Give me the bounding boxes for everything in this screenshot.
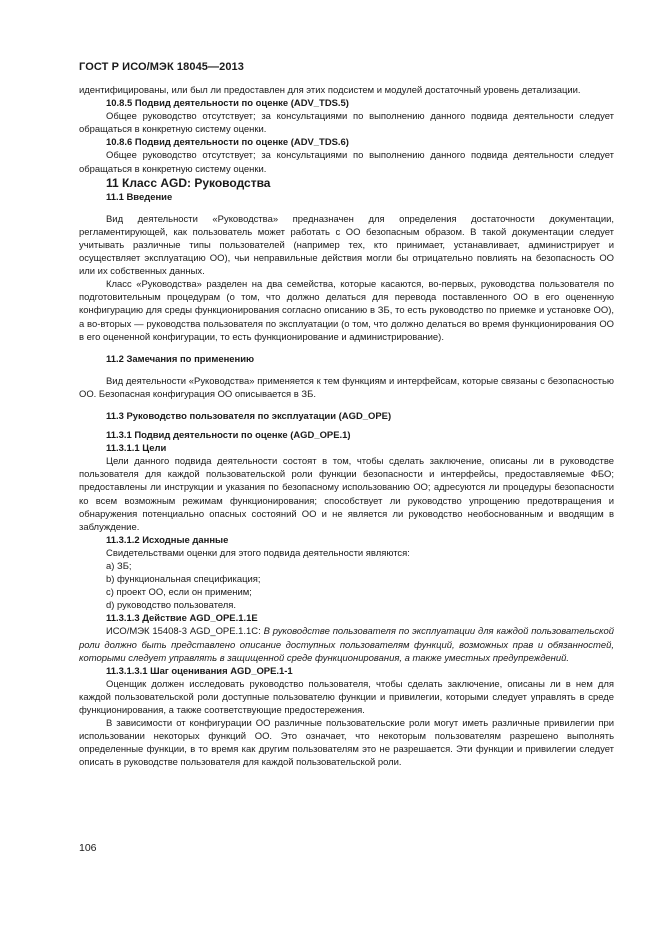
- list-item: a) ЗБ;: [106, 561, 132, 572]
- section-heading: 10.8.6 Подвид деятельности по оценке (ADV_TDS.6): [106, 137, 349, 149]
- paragraph: [79, 625, 614, 664]
- paragraph: Вид деятельности «Руководства» применяется к тем функциям и интерфейсам, которые связаны с безопасностью ОО. Безопасная конфигурация ОО описывается в ЗБ.: [79, 375, 614, 400]
- chapter-heading: 11 Класс AGD: Руководства: [106, 175, 271, 190]
- page-content: [79, 84, 614, 770]
- subsection-heading: 11.3.1.3 Действие AGD_OPE.1.1E: [106, 613, 258, 625]
- section-heading: 10.8.5 Подвид деятельности по оценке (ADV_TDS.5): [106, 98, 349, 110]
- section-heading: 11.1 Введение: [106, 191, 173, 203]
- section-heading: 11.2 Замечания по применению: [106, 353, 255, 365]
- paragraph: Общее руководство отсутствует; за консультациями по выполнению данного подвида деятельности следует обращаться в конкретную систему оценки.: [79, 150, 614, 175]
- section-heading: 11.3 Руководство пользователя по эксплуатации (AGD_OPE): [106, 410, 392, 422]
- paragraph: Общее руководство отсутствует; за консультациями по выполнению данного подвида деятельности следует обращаться в конкретную систему оценки.: [79, 111, 614, 136]
- paragraph-lead: ИСО/МЭК 15408-3 AGD_OPE.1.1C:: [106, 626, 264, 638]
- subsection-heading: 11.3.1.3.1 Шаг оценивания AGD_OPE.1-1: [106, 665, 293, 677]
- paragraph: Цели данного подвида деятельности состоят в том, чтобы сделать заключение, описаны ли в руководстве пользователя для каждой пользовательской роли функции безопасности и интерфейсы, предоставляемые ФБО; предоставлены ли инструкции и указания по безопасному использованию ОО; адресуются ли процедуры безопасности ко всем возможным режимам функционирования; способствует ли руководство упрощению предотвращения и обнаружения потенциально опасных состояний ОО и не является ли руководство необоснованным и вводящим в заблуждение.: [79, 456, 614, 533]
- paragraph: В зависимости от конфигурации ОО различные пользовательские роли могут иметь различные привилегии при использовании некоторых функций ОО. Это означает, что некоторым пользователям разрешено выполнять определенные функции, в то время как другим пользователям это не разрешается. Эти функции и привилегии следует описать в руководстве пользователя для каждой пользовательской роли.: [79, 718, 614, 769]
- subsection-heading: 11.3.1.2 Исходные данные: [106, 534, 229, 546]
- subsection-heading: 11.3.1 Подвид деятельности по оценке (AGD_OPE.1): [106, 430, 351, 442]
- paragraph: Вид деятельности «Руководства» предназначен для определения достаточности документации, регламентирующей, как пользователь может работать с ОО безопасным образом. В такой документации следует учитывать различные типы пользователей (например тех, кто принимает, устанавливает, администрирует и осуществляет эксплуатацию ОО), чьи неправильные действия могли бы отрицательно повлиять на безопасность ОО или их собственных данных.: [79, 213, 614, 278]
- subsection-heading: 11.3.1.1 Цели: [106, 443, 167, 455]
- list-item: d) руководство пользователя.: [106, 600, 237, 612]
- list-item: b) функциональная спецификация;: [106, 574, 261, 586]
- document-header: ГОСТ Р ИСО/МЭК 18045—2013: [79, 61, 244, 73]
- paragraph-italic: В руководстве пользователя по эксплуатации для каждой пользовательской роли должно быть представлено описание доступных пользователям функций, возможных прав и обязанностей, которыми следует управлять в защищенной среде функционирования, а также уместных предупреждений.: [79, 626, 615, 664]
- paragraph: Класс «Руководства» разделен на два семейства, которые касаются, во-первых, руководства пользователя по подготовительным процедурам (о том, что должно делаться для перевода поставленного ОО в его оцененную конфигурацию для среды функционирования согласно описанию в ЗБ, то есть руководство по приемке и установке ОО), а во-вторых — руководства пользователя по эксплуатации (о том, что должно делаться во время функционирования ОО в его оцененной конфигурации, то есть функционирование и администрирование).: [79, 279, 614, 343]
- paragraph: идентифицированы, или был ли предоставлен для этих подсистем и модулей достаточный уровень детализации.: [79, 85, 581, 96]
- page-number: 106: [79, 842, 97, 854]
- list-item: c) проект ОО, если он применим;: [106, 587, 252, 599]
- paragraph: Свидетельствами оценки для этого подвида деятельности являются:: [106, 547, 410, 559]
- paragraph: Оценщик должен исследовать руководство пользователя, чтобы сделать заключение, описаны ли в нем для каждой пользовательской роли доступные пользователю функции и привилегии, которыми следует управлять в среде функционирования, а также соответствующие предостережения.: [79, 678, 614, 717]
